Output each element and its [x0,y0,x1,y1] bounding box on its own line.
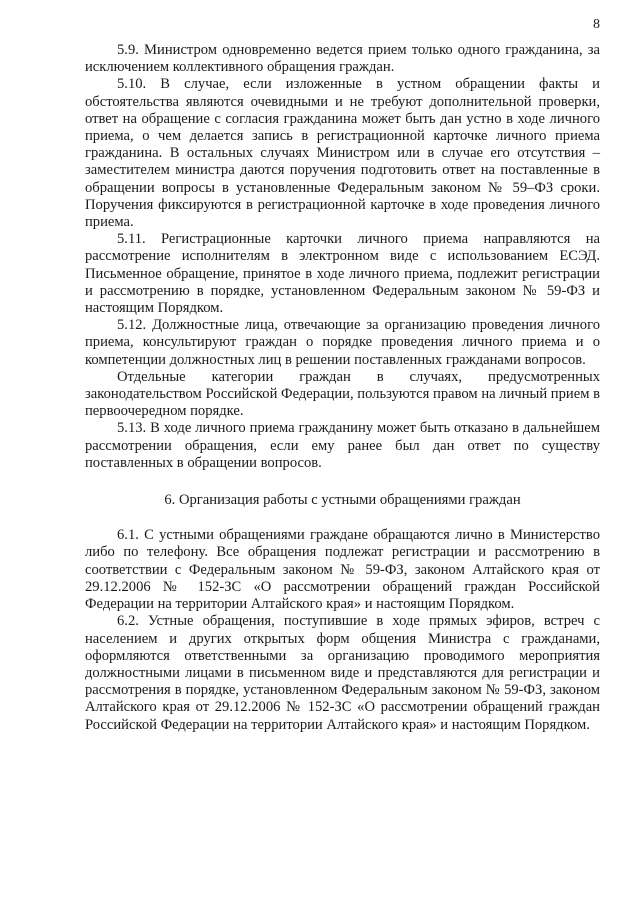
paragraph-priority-categories: Отдельные категории граждан в случаях, предусмотренных законодательством Российской Федерации, пользуются правом на личный прием в первоочередном порядке. [85,368,600,420]
paragraph-5-9: 5.9. Министром одновременно ведется прием только одного гражданина, за исключением коллективного обращения граждан. [85,42,600,76]
paragraph-5-11: 5.11. Регистрационные карточки личного приема направляются на рассмотрение исполнителям в электронном виде с использованием ЕСЭД. Письменное обращение, принятое в ходе личного приема, подлежит регистрации и рассмотрению в порядке, установленном Федеральным законом № 59-ФЗ и настоящим Порядком. [85,231,600,317]
paragraph-5-12: 5.12. Должностные лица, отвечающие за организацию проведения личного приема, консультируют граждан о порядке проведения личного приема и о компетенции должностных лиц в решении поставленных гражданами вопросов. [85,317,600,368]
page-number: 8 [593,17,600,32]
section-heading: 6. Организация работы с устными обращениями граждан [164,492,521,509]
paragraph-6-2: 6.2. Устные обращения, поступившие в ходе прямых эфиров, встреч с населением и других открытых форм общения Министра с гражданами, оформляются ответственными за организацию проводимого мероприятия должностными лицами в письменном виде и представляются для регистрации и рассмотрения в порядке, установленном Федеральным законом № 59-ФЗ, законом Алтайского края от 29.12.2006 № 152-ЗС «О рассмотрении обращений граждан Российской Федерации на территории Алтайского края» и настоящим Порядком. [85,613,600,733]
paragraph-5-13: 5.13. В ходе личного приема гражданину может быть отказано в дальнейшем рассмотрении обращения, если ему ранее был дан ответ по существу поставленных в обращении вопросов. [85,420,600,471]
document-body [85,42,600,734]
paragraph-6-1: 6.1. С устными обращениями граждане обращаются лично в Министерство либо по телефону. Все обращения подлежат регистрации и рассмотрению в соответствии с Федеральным законом № 59-ФЗ, законом Алтайского края от 29.12.2006 № 152-ЗС «О рассмотрении обращений граждан Российской Федерации на территории Алтайского края» и настоящим Порядком. [85,527,600,613]
paragraph-5-10: 5.10. В случае, если изложенные в устном обращении факты и обстоятельства являются очевидными и не требуют дополнительной проверки, ответ на обращение с согласия гражданина может быть дан устно в ходе личного приема, о чем делается запись в регистрационной карточке личного приема гражданина. В остальных случаях Министром или в случае его отсутствия – заместителем министра даются поручения подготовить ответ на поставленные в обращении вопросы в установленные Федеральным законом № 59–ФЗ сроки. Поручения фиксируются в регистрационной карточке в ходе проведения личного приема. [85,76,600,231]
